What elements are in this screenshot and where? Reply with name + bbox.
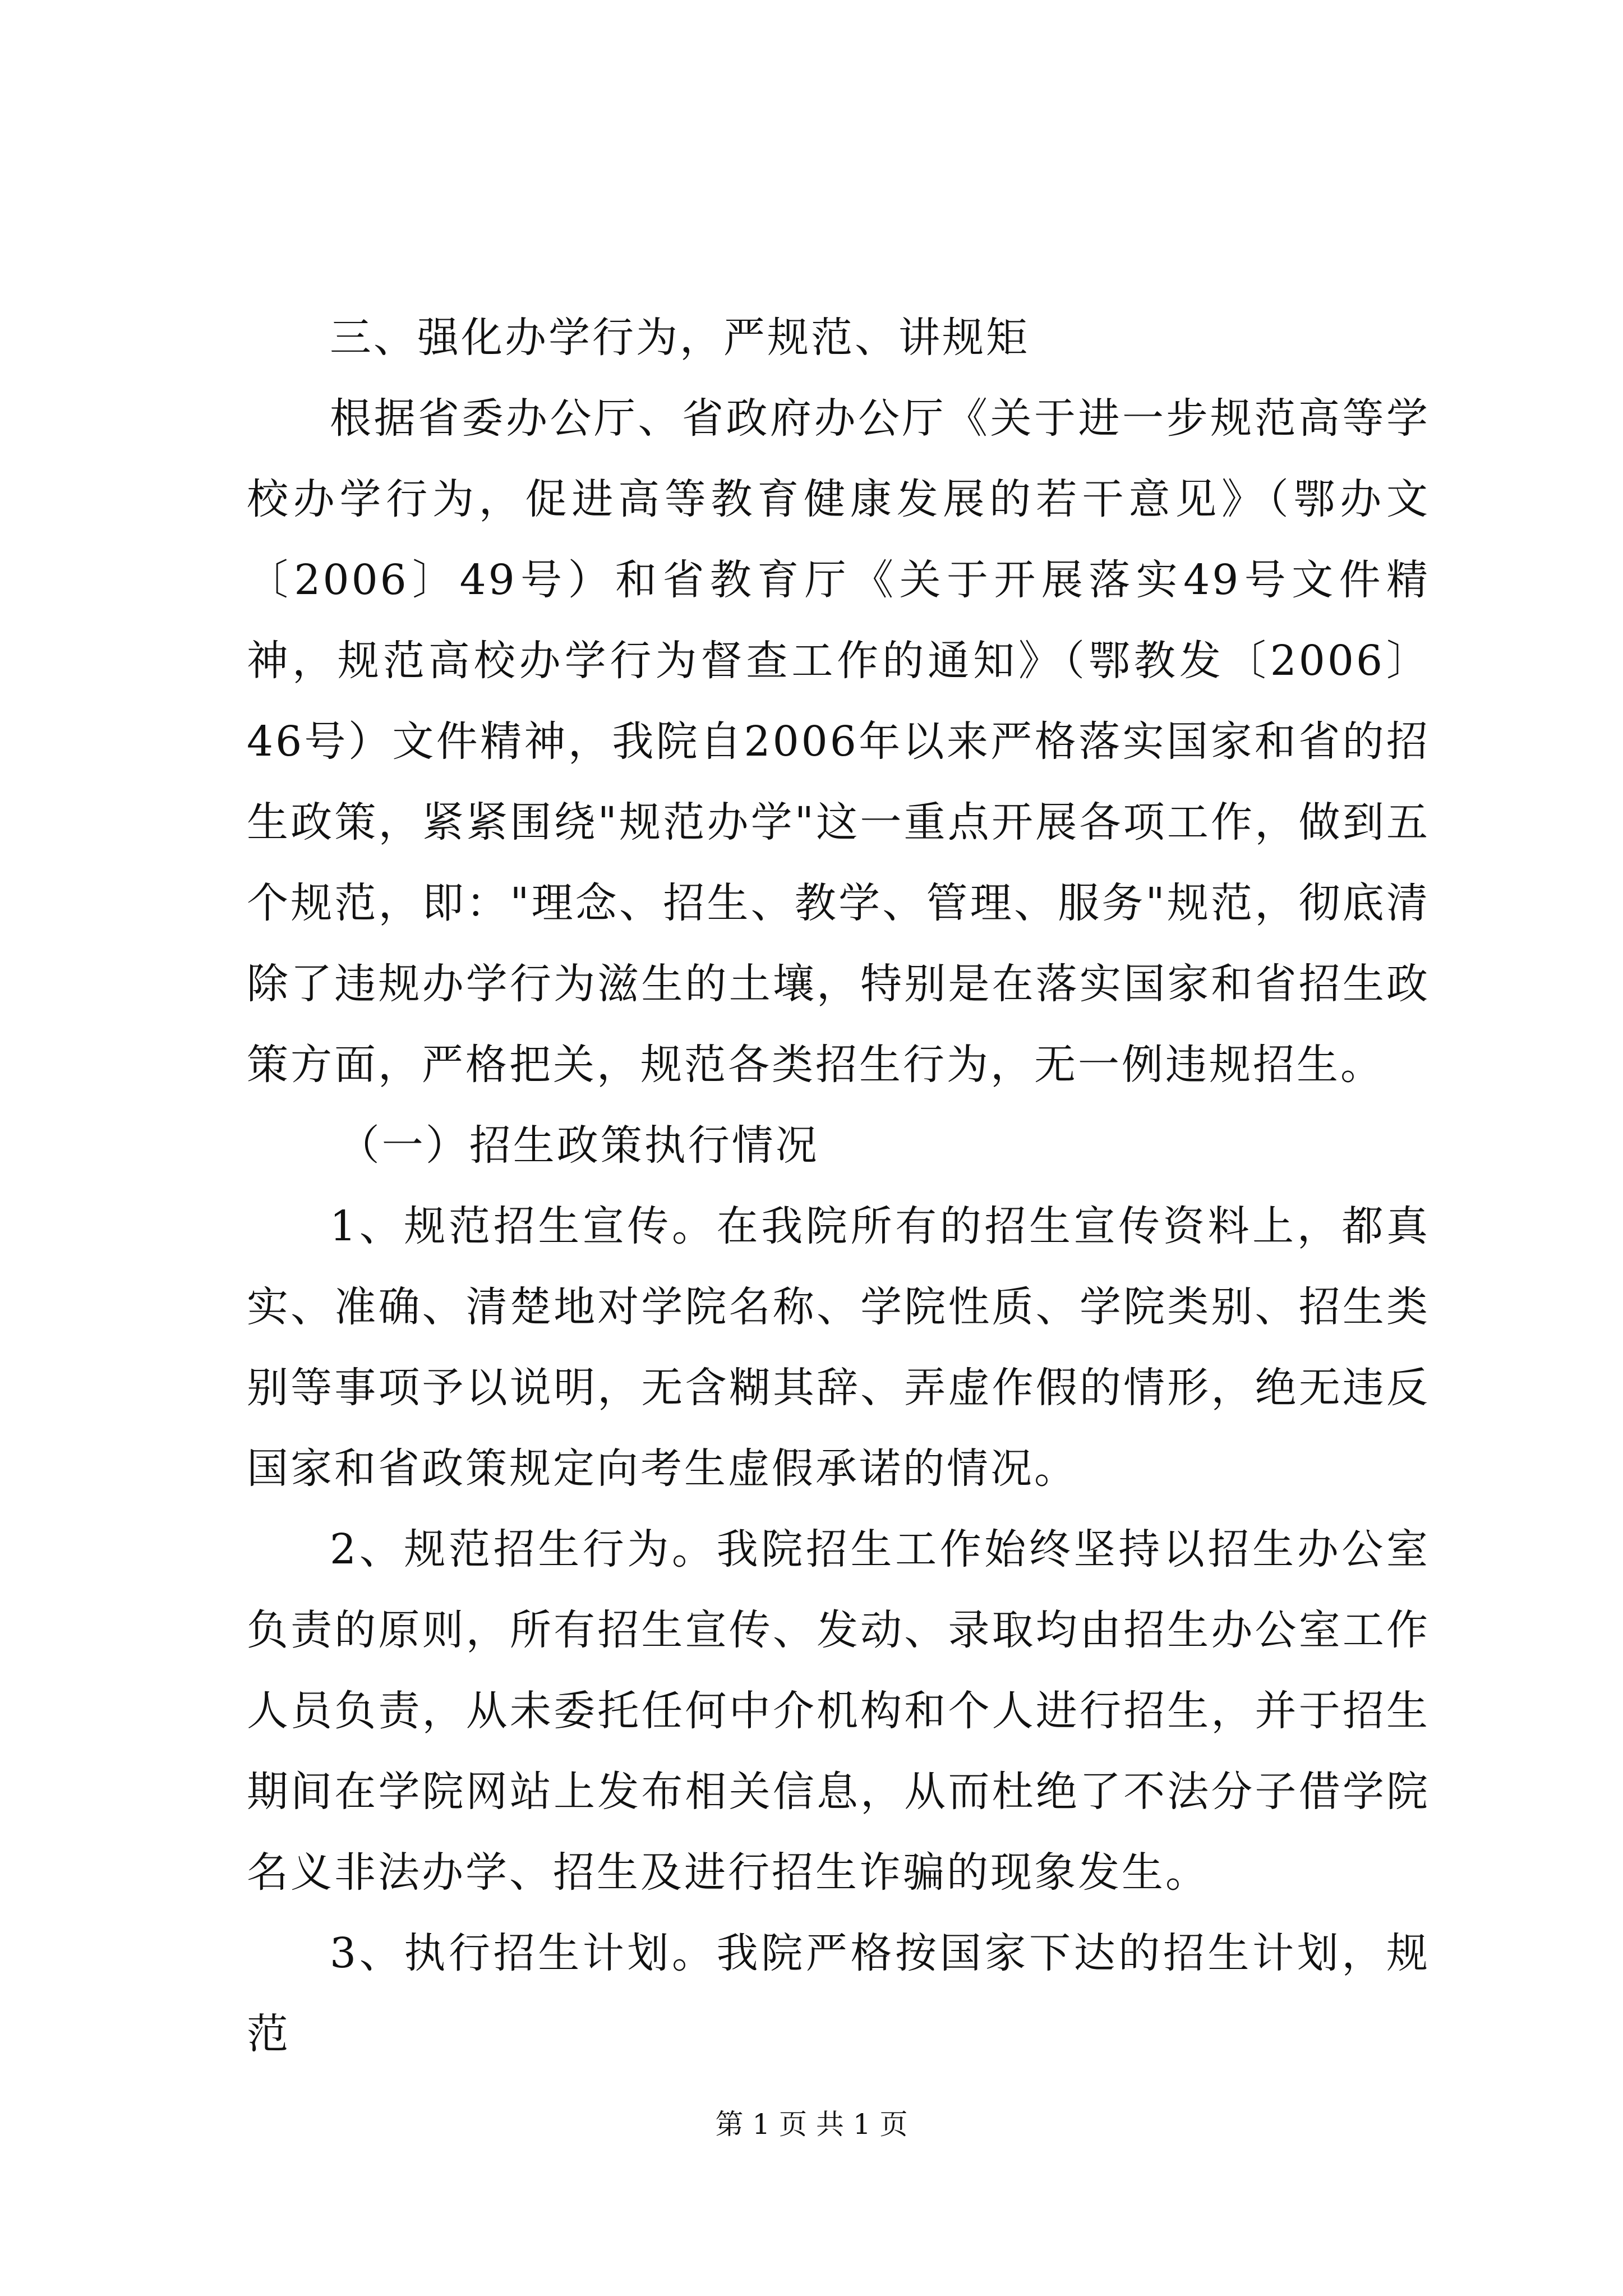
page-footer: 第 1 页 共 1 页 (715, 2108, 908, 2141)
item-2-paragraph: 2、规范招生行为。我院招生工作始终坚持以招生办公室负责的原则，所有招生宣传、发动、录取均由招生办公室工作人员负责，从未委托任何中介机构和个人进行招生，并于招生期间在学院网站上发布相关信息，从而杜绝了不法分子借学院名义非法办学、招生及进行招生诈骗的现象发生。 (247, 1525, 1430, 1897)
item-3-paragraph: 3、执行招生计划。我院严格按国家下达的招生计划，规范 (247, 1929, 1430, 2058)
item-1-paragraph: 1、规范招生宣传。在我院所有的招生宣传资料上，都真实、准确、清楚地对学院名称、学院性质、学院类别、招生类别等事项予以说明，无含糊其辞、弄虚作假的情形，绝无违反国家和省政策规定向考生虚假承诺的情况。 (247, 1202, 1430, 1493)
subsection-heading: （一）招生政策执行情况 (338, 1121, 819, 1170)
document-body (247, 297, 1430, 2074)
section-heading: 三、强化办学行为，严规范、讲规矩 (330, 314, 1030, 362)
intro-paragraph: 根据省委办公厅、省政府办公厅《关于进一步规范高等学校办学行为，促进高等教育健康发展的若干意见》（鄂办文〔2006〕49号）和省教育厅《关于开展落实49号文件精神，规范高校办学行为督查工作的通知》（鄂教发〔2006〕46号）文件精神，我院自2006年以来严格落实国家和省的招生政策，紧紧围绕"规范办学"这一重点开展各项工作，做到五个规范，即："理念、招生、教学、管理、服务"规范，彻底清除了违规办学行为滋生的土壤，特别是在落实国家和省招生政策方面，严格把关，规范各类招生行为，无一例违规招生。 (247, 394, 1430, 1089)
